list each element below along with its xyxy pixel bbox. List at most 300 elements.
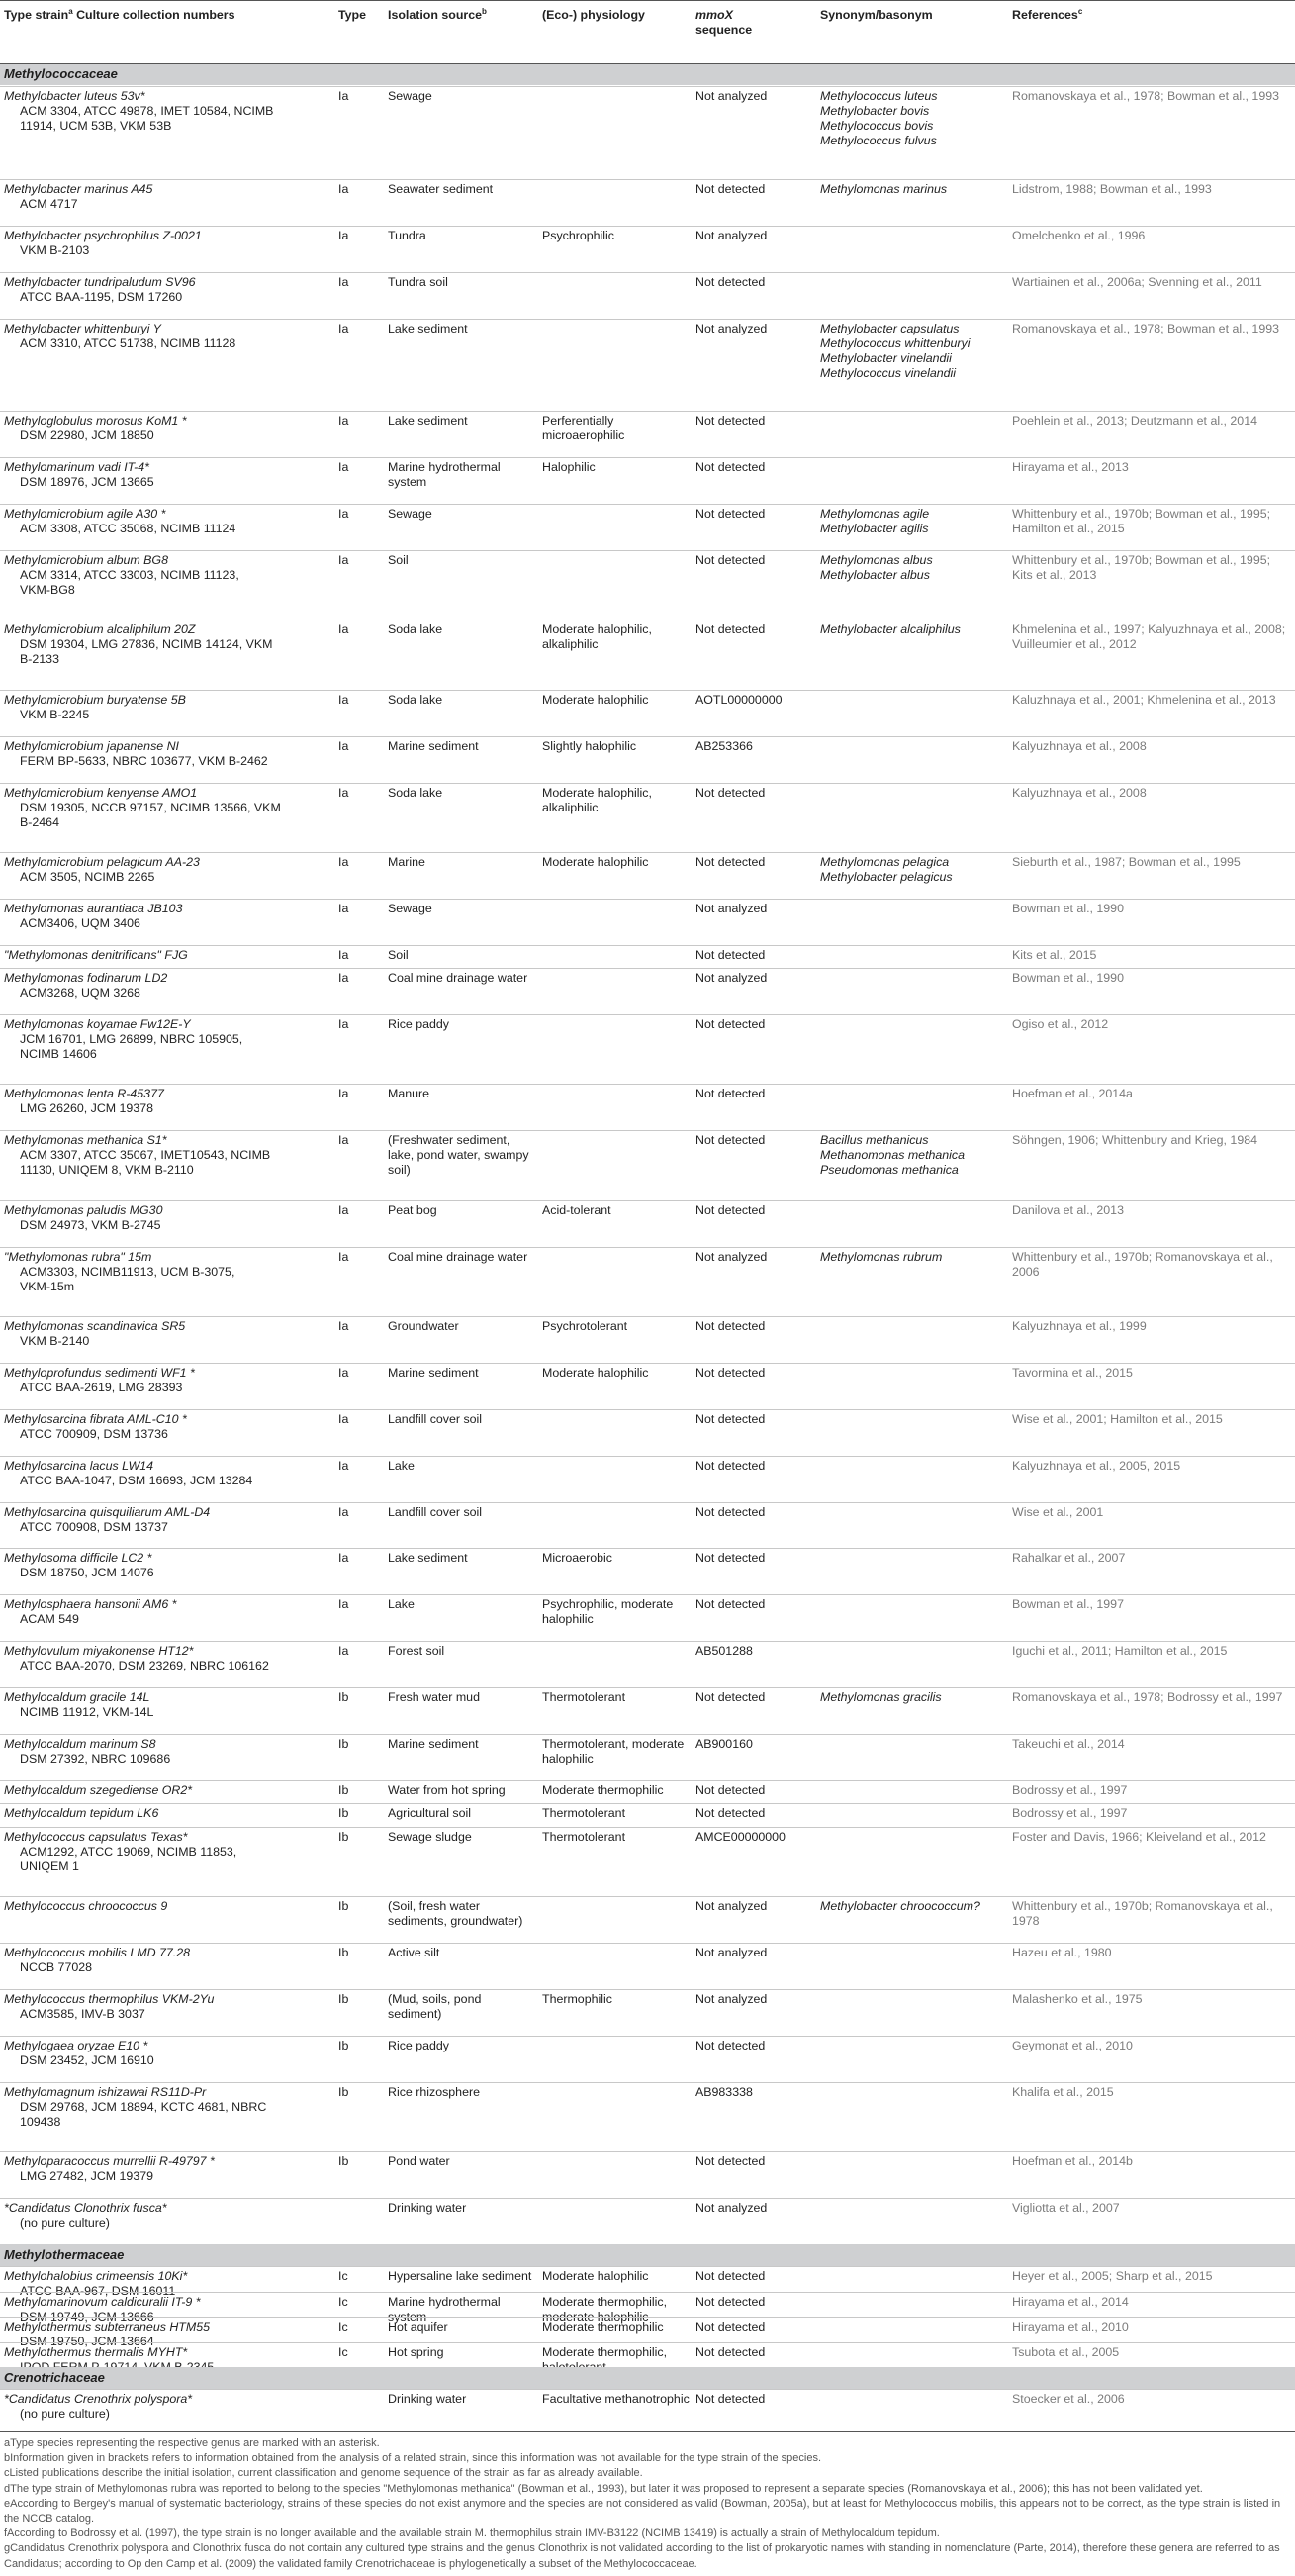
physiology-cell: Facultative methanotrophic — [542, 2392, 690, 2406]
strain-name: Methylosphaera hansonii AM6 * — [4, 1597, 177, 1611]
collection-numbers: ACM 3505, NCIMB 2265 — [20, 870, 155, 884]
strain-name: Methylococcus thermophilus VKM-2Yu — [4, 1992, 215, 2006]
strain-name: Methylomonas paludis MG30 — [4, 1203, 163, 1217]
type-cell: Ib — [338, 1783, 349, 1797]
isolation-cell: Marine sediment — [388, 1737, 479, 1751]
type-cell: Ic — [338, 2320, 348, 2334]
table-rule — [0, 0, 1295, 1]
physiology-cell: Moderate halophilic — [542, 1366, 649, 1380]
table-row — [0, 899, 1295, 945]
references-cell: Bowman et al., 1990 — [1012, 902, 1124, 915]
synonym: Methylococcus luteus — [820, 89, 938, 103]
type-cell: Ia — [338, 1597, 349, 1611]
strain-name: Methylothermus thermalis MYHT* — [4, 2345, 188, 2359]
isolation-cell: (Soil, fresh water sediments, groundwater) — [388, 1899, 523, 1928]
strain-cell — [4, 1250, 330, 1294]
mmox-cell: Not detected — [695, 2392, 766, 2406]
synonym: Methylomonas albus — [820, 553, 933, 567]
isolation-cell: Marine sediment — [388, 1366, 479, 1380]
mmox-cell: Not detected — [695, 1412, 766, 1426]
collection-numbers: VKM-BG8 — [20, 583, 75, 597]
strain-cell — [4, 1319, 330, 1349]
mmox-cell: Not detected — [695, 182, 766, 196]
mmox-cell: Not detected — [695, 1319, 766, 1333]
table-row — [0, 968, 1295, 1014]
header-references: References$^c$ — [1012, 6, 1083, 22]
isolation-cell: Forest soil — [388, 1644, 445, 1658]
isolation-cell: Groundwater — [388, 1319, 459, 1333]
mmox-cell: Not analyzed — [695, 1946, 768, 1959]
physiology-cell: Thermotolerant — [542, 1690, 626, 1704]
type-cell: Ia — [338, 1459, 349, 1473]
physiology-cell: Thermotolerant — [542, 1830, 626, 1844]
synonym-cell — [820, 322, 1008, 381]
collection-numbers: UNIQEM 1 — [20, 1860, 79, 1873]
isolation-cell: Pond water — [388, 2154, 450, 2168]
physiology-cell: Moderate halophilic — [542, 693, 649, 707]
physiology-cell: Perferentially microaerophilic — [542, 414, 625, 442]
table-row — [0, 1594, 1295, 1641]
references-cell: Whittenbury et al., 1970b; Bowman et al., 1995; Kits et al., 2013 — [1012, 553, 1271, 582]
collection-numbers: ACM3268, UQM 3268 — [20, 986, 140, 1000]
references-cell: Hoefman et al., 2014b — [1012, 2154, 1133, 2168]
references-cell: Wise et al., 2001; Hamilton et al., 2015 — [1012, 1412, 1223, 1426]
references-cell: Rahalkar et al., 2007 — [1012, 1551, 1126, 1565]
family-header — [0, 2244, 1295, 2266]
collection-numbers: NCIMB 14606 — [20, 1047, 97, 1061]
table-row — [0, 1780, 1295, 1803]
references-cell: Sieburth et al., 1987; Bowman et al., 1995 — [1012, 855, 1241, 869]
collection-numbers: ACM3406, UQM 3406 — [20, 916, 140, 930]
references-cell: Bodrossy et al., 1997 — [1012, 1806, 1128, 1820]
type-cell: Ia — [338, 507, 349, 521]
mmox-cell: Not detected — [695, 553, 766, 567]
type-cell: Ia — [338, 693, 349, 707]
table-row — [0, 1200, 1295, 1247]
collection-numbers: DSM 24973, VKM B-2745 — [20, 1218, 161, 1232]
synonym: Methylobacter agilis — [820, 522, 929, 535]
strain-name: Methylomicrobium pelagicum AA-23 — [4, 855, 200, 869]
mmox-cell: Not detected — [695, 1806, 766, 1820]
references-cell: Khmelenina et al., 1997; Kalyuzhnaya et al., 2008; Vuilleumier et al., 2012 — [1012, 622, 1286, 651]
isolation-cell: Marine hydrothermal system — [388, 460, 501, 489]
type-cell: Ia — [338, 1551, 349, 1565]
strain-cell — [4, 1459, 330, 1488]
synonym: Methylococcus fulvus — [820, 134, 937, 147]
type-cell: Ia — [338, 1250, 349, 1264]
strain-cell — [4, 1412, 330, 1442]
synonym: Methylobacter chroococcum? — [820, 1899, 980, 1913]
references-cell: Hirayama et al., 2013 — [1012, 460, 1129, 474]
synonym: Methylobacter vinelandii — [820, 351, 952, 365]
strain-name: Methylobacter tundripaludum SV96 — [4, 275, 196, 289]
table-row — [0, 411, 1295, 457]
table-rule — [0, 63, 1295, 64]
collection-numbers: B-2464 — [20, 815, 59, 829]
type-cell: Ib — [338, 2154, 349, 2168]
table-row — [0, 1943, 1295, 1989]
strain-cell — [4, 1203, 330, 1233]
references-cell: Kalyuzhnaya et al., 2008 — [1012, 786, 1147, 800]
synonym: Methylobacter bovis — [820, 104, 930, 118]
table-row — [0, 550, 1295, 620]
mmox-cell: Not detected — [695, 1597, 766, 1611]
physiology-cell: Psychrophilic — [542, 229, 614, 242]
synonym-cell — [820, 89, 1008, 148]
collection-numbers: ATCC BAA-2070, DSM 23269, NBRC 106162 — [20, 1659, 269, 1672]
strain-cell — [4, 622, 330, 667]
synonym-cell — [820, 507, 1008, 536]
table-row — [0, 1803, 1295, 1826]
isolation-cell: Lake — [388, 1597, 415, 1611]
strain-cell — [4, 2085, 330, 2130]
physiology-cell: Halophilic — [542, 460, 596, 474]
mmox-cell: Not detected — [695, 1505, 766, 1519]
isolation-cell: Landfill cover soil — [388, 1412, 483, 1426]
type-cell: Ib — [338, 1946, 349, 1959]
strain-cell — [4, 1551, 330, 1580]
synonym: Methylomonas marinus — [820, 182, 948, 196]
type-cell: Ia — [338, 182, 349, 196]
collection-numbers: VKM-15m — [20, 1280, 75, 1293]
strain-name: Methylocaldum marinum S8 — [4, 1737, 156, 1751]
mmox-cell: Not detected — [695, 2269, 766, 2283]
isolation-cell: Fresh water mud — [388, 1690, 480, 1704]
physiology-cell: Thermotolerant, moderate halophilic — [542, 1737, 685, 1765]
strain-name: Methylosoma difficile LC2 * — [4, 1551, 152, 1565]
references-cell: Kaluzhnaya et al., 2001; Khmelenina et al., 2013 — [1012, 693, 1276, 707]
isolation-cell: Hot spring — [388, 2345, 444, 2359]
mmox-cell: Not detected — [695, 1366, 766, 1380]
references-cell: Whittenbury et al., 1970b; Romanovskaya et al., 1978 — [1012, 1899, 1273, 1928]
isolation-cell: Tundra soil — [388, 275, 448, 289]
strain-cell — [4, 855, 330, 885]
mmox-cell: Not detected — [695, 1017, 766, 1031]
table-row — [0, 2036, 1295, 2082]
strain-name: Methylocaldum gracile 14L — [4, 1690, 150, 1704]
collection-numbers: NCIMB 11912, VKM-14L — [20, 1705, 154, 1719]
header-mmox: mmoX sequence — [695, 8, 753, 37]
references-cell: Bowman et al., 1997 — [1012, 1597, 1124, 1611]
references-cell: Kalyuzhnaya et al., 1999 — [1012, 1319, 1147, 1333]
collection-numbers: ACM1292, ATCC 19069, NCIMB 11853, — [20, 1845, 237, 1859]
footnotes — [4, 2436, 1290, 2572]
header-isolation: Isolation source$^b$ — [388, 6, 487, 22]
collection-numbers: DSM 27392, NBRC 109686 — [20, 1752, 171, 1765]
table-row — [0, 1896, 1295, 1943]
isolation-cell: Marine sediment — [388, 739, 479, 753]
synonym-cell — [820, 1133, 1008, 1178]
collection-numbers: DSM 23452, JCM 16910 — [20, 2053, 154, 2067]
references-cell: Heyer et al., 2005; Sharp et al., 2015 — [1012, 2269, 1213, 2283]
strain-name: Methylomonas aurantiaca JB103 — [4, 902, 183, 915]
type-cell: Ic — [338, 2295, 348, 2309]
table-row — [0, 1130, 1295, 1199]
table-row — [0, 620, 1295, 689]
collection-numbers: ACM 3304, ATCC 49878, IMET 10584, NCIMB — [20, 104, 274, 118]
table-row — [0, 1247, 1295, 1316]
strain-cell — [4, 553, 330, 598]
table-row — [0, 1502, 1295, 1549]
mmox-cell: Not detected — [695, 622, 766, 636]
references-cell: Wise et al., 2001 — [1012, 1505, 1104, 1519]
collection-numbers: 11914, UCM 53B, VKM 53B — [20, 119, 172, 133]
collection-numbers: DSM 22980, JCM 18850 — [20, 429, 154, 442]
table-row — [0, 2266, 1295, 2298]
table-row — [0, 226, 1295, 272]
mmox-cell: AB983338 — [695, 2085, 753, 2099]
strain-cell — [4, 460, 330, 490]
physiology-cell: Microaerobic — [542, 1551, 612, 1565]
mmox-cell: AB501288 — [695, 1644, 753, 1658]
collection-numbers: NCCB 77028 — [20, 1960, 93, 1974]
table-row — [0, 1363, 1295, 1409]
isolation-cell: Rice rhizosphere — [388, 2085, 480, 2099]
physiology-cell: Moderate thermophilic — [542, 1783, 664, 1797]
physiology-cell: Moderate halophilic, alkaliphilic — [542, 622, 652, 651]
mmox-cell: Not analyzed — [695, 322, 768, 335]
footnote: dThe type strain of Methylomonas rubra was reported to belong to the species "Methylomonas methanica" (Bowman et al., 1993), but later it was proposed to represent a separate species (Romanovskaya et al., 2006); this has not been validated yet. — [4, 2482, 1203, 2495]
isolation-cell: Sewage sludge — [388, 1830, 472, 1844]
type-cell: Ia — [338, 460, 349, 474]
synonym-cell — [820, 1899, 1008, 1914]
mmox-cell: Not detected — [695, 275, 766, 289]
mmox-cell: Not detected — [695, 2345, 766, 2359]
strain-cell — [4, 1597, 330, 1627]
references-cell: Romanovskaya et al., 1978; Bowman et al., 1993 — [1012, 322, 1279, 335]
strain-name: Methylomonas lenta R-45377 — [4, 1087, 164, 1100]
table-row — [0, 1989, 1295, 2036]
type-cell: Ia — [338, 553, 349, 567]
physiology-cell: Moderate thermophilic, moderate halophilic — [542, 2295, 668, 2324]
collection-numbers: (no pure culture) — [20, 2216, 110, 2230]
type-cell: Ia — [338, 739, 349, 753]
synonym: Bacillus methanicus — [820, 1133, 929, 1147]
synonym-cell — [820, 1250, 1008, 1265]
isolation-cell: Lake sediment — [388, 414, 468, 428]
collection-numbers: DSM 19304, LMG 27836, NCIMB 14124, VKM — [20, 637, 273, 651]
family-header — [0, 63, 1295, 85]
collection-numbers: ATCC BAA-1195, DSM 17260 — [20, 290, 183, 304]
collection-numbers: VKM B-2140 — [20, 1334, 90, 1348]
type-cell: Ib — [338, 1899, 349, 1913]
isolation-cell: Lake sediment — [388, 322, 468, 335]
isolation-cell: Seawater sediment — [388, 182, 494, 196]
table-row — [0, 2342, 1295, 2368]
strain-name: Methylococcus chroococcus 9 — [4, 1899, 168, 1913]
footnote: bInformation given in brackets refers to information obtained from the analysis of a related strain, since this information was not available for the type strain of the species. — [4, 2452, 822, 2465]
mmox-cell: Not analyzed — [695, 1899, 768, 1913]
table-row — [0, 1827, 1295, 1896]
strain-cell — [4, 1017, 330, 1062]
strain-cell — [4, 507, 330, 536]
references-cell: Hoefman et al., 2014a — [1012, 1087, 1133, 1100]
synonym: Methylomonas agile — [820, 507, 930, 521]
isolation-cell: Sewage — [388, 89, 432, 103]
strain-name: Methylococcus capsulatus Texas* — [4, 1830, 188, 1844]
table-row — [0, 1014, 1295, 1084]
references-cell: Khalifa et al., 2015 — [1012, 2085, 1114, 2099]
references-cell: Bodrossy et al., 1997 — [1012, 1783, 1128, 1797]
strain-cell — [4, 693, 330, 722]
strain-name: Methylomarinovum caldicuralii IT-9 * — [4, 2295, 201, 2309]
mmox-cell: Not detected — [695, 507, 766, 521]
strain-name: Methyloprofundus sedimenti WF1 * — [4, 1366, 195, 1380]
strain-cell — [4, 1899, 330, 1914]
references-cell: Kits et al., 2015 — [1012, 948, 1097, 962]
isolation-cell: Sewage — [388, 902, 432, 915]
isolation-cell: Rice paddy — [388, 1017, 449, 1031]
collection-numbers: ACM 3314, ATCC 33003, NCIMB 11123, — [20, 568, 239, 582]
physiology-cell: Psychrophilic, moderate halophilic — [542, 1597, 674, 1626]
strain-name: Methylomonas koyamae Fw12E-Y — [4, 1017, 191, 1031]
strain-name: Methylomonas methanica S1* — [4, 1133, 167, 1147]
references-cell: Whittenbury et al., 1970b; Bowman et al., 1995; Hamilton et al., 2015 — [1012, 507, 1271, 535]
table-row — [0, 179, 1295, 226]
strain-name: Methylobacter whittenburyi Y — [4, 322, 161, 335]
mmox-cell: Not detected — [695, 2295, 766, 2309]
references-cell: Kalyuzhnaya et al., 2005, 2015 — [1012, 1459, 1181, 1473]
collection-numbers: DSM 19305, NCCB 97157, NCIMB 13566, VKM — [20, 801, 281, 814]
isolation-cell: Coal mine drainage water — [388, 1250, 528, 1264]
isolation-cell: Drinking water — [388, 2201, 467, 2215]
collection-numbers: ACM 4717 — [20, 197, 78, 211]
strain-cell — [4, 1133, 330, 1178]
collection-numbers: VKM B-2103 — [20, 243, 90, 257]
strain-name: Methylomicrobium album BG8 — [4, 553, 168, 567]
strain-name: Methylomonas fodinarum LD2 — [4, 971, 168, 985]
physiology-cell: Psychrotolerant — [542, 1319, 628, 1333]
isolation-cell: Landfill cover soil — [388, 1505, 483, 1519]
strain-cell — [4, 414, 330, 443]
collection-numbers: ACM 3307, ATCC 35067, IMET10543, NCIMB — [20, 1148, 271, 1162]
mmox-cell: Not detected — [695, 948, 766, 962]
strain-cell — [4, 1087, 330, 1116]
type-cell: Ia — [338, 414, 349, 428]
strain-name: Methylomagnum ishizawai RS11D-Pr — [4, 2085, 207, 2099]
strain-cell — [4, 971, 330, 1001]
references-cell: Kalyuzhnaya et al., 2008 — [1012, 739, 1147, 753]
mmox-cell: AB900160 — [695, 1737, 753, 1751]
collection-numbers: DSM 18750, JCM 14076 — [20, 1566, 154, 1579]
references-cell: Malashenko et al., 1975 — [1012, 1992, 1143, 2006]
type-cell: Ib — [338, 1737, 349, 1751]
footnote: gCandidatus Crenothrix polyspora and Clonothrix fusca do not contain any cultured type strains and the genus Clonothrix is not validated according to the list of prokaryotic names with standing in nomenclature (Parte, 2014), therefore these genera are referred to as Candidatus; according to Op den Camp et al. (2009) the validated family Crenotrichaceae is phylogenetically a subset of the Methylococcaceae. — [4, 2542, 1280, 2570]
isolation-cell: Hot aquifer — [388, 2320, 448, 2334]
strain-name: Methyloglobulus morosus KoM1 * — [4, 414, 187, 428]
isolation-cell: Peat bog — [388, 1203, 437, 1217]
synonym-cell — [820, 855, 1008, 885]
synonym-cell — [820, 182, 1008, 197]
table-row — [0, 319, 1295, 412]
strain-name: *Candidatus Clonothrix fusca* — [4, 2201, 167, 2215]
table-row — [0, 1456, 1295, 1502]
synonym: Methylobacter albus — [820, 568, 930, 582]
strain-name: Methylosarcina quisquiliarum AML-D4 — [4, 1505, 211, 1519]
mmox-cell: Not detected — [695, 1551, 766, 1565]
strain-name: Methylomicrobium kenyense AMO1 — [4, 786, 198, 800]
mmox-cell: Not analyzed — [695, 89, 768, 103]
table-row — [0, 852, 1295, 899]
physiology-cell: Moderate halophilic — [542, 855, 649, 869]
type-cell: Ia — [338, 1644, 349, 1658]
strain-name: Methylomicrobium agile A30 * — [4, 507, 166, 521]
mmox-cell: Not detected — [695, 460, 766, 474]
table-row — [0, 1409, 1295, 1456]
table-row — [0, 2292, 1295, 2324]
isolation-cell: Marine hydrothermal system — [388, 2295, 501, 2324]
strain-name: Methylomicrobium alcaliphilum 20Z — [4, 622, 196, 636]
type-cell: Ia — [338, 1087, 349, 1100]
strain-cell — [4, 1946, 330, 1975]
isolation-cell: Water from hot spring — [388, 1783, 506, 1797]
table-row — [0, 1084, 1295, 1130]
references-cell: Poehlein et al., 2013; Deutzmann et al., 2014 — [1012, 414, 1257, 428]
table-row — [0, 1316, 1295, 1363]
isolation-cell: Marine — [388, 855, 425, 869]
mmox-cell: Not detected — [695, 786, 766, 800]
mmox-cell: Not detected — [695, 1203, 766, 1217]
references-cell: Stoecker et al., 2006 — [1012, 2392, 1125, 2406]
synonym: Methylomonas pelagica — [820, 855, 950, 869]
isolation-cell: Soda lake — [388, 786, 443, 800]
type-cell: Ia — [338, 1412, 349, 1426]
references-cell: Wartiainen et al., 2006a; Svenning et al., 2011 — [1012, 275, 1262, 289]
physiology-cell: Moderate thermophilic, — [542, 2345, 668, 2359]
mmox-cell: Not detected — [695, 414, 766, 428]
type-cell: Ib — [338, 1806, 349, 1820]
footnote: aType species representing the respective genus are marked with an asterisk. — [4, 2437, 380, 2449]
type-cell: Ic — [338, 2269, 348, 2283]
table-row — [0, 1687, 1295, 1734]
type-cell: Ia — [338, 902, 349, 915]
strain-name: Methylohalobius crimeensis 10Ki* — [4, 2269, 188, 2283]
strain-name: Methylothermus subterraneus HTM55 — [4, 2320, 210, 2334]
footnote: fAccording to Bodrossy et al. (1997), the type strain is no longer available and the available strain M. thermophilus strain IMV-B3122 (NCIMB 13419) is actually a strain of Methylocaldum tepidum. — [4, 2528, 940, 2540]
type-cell: Ia — [338, 1366, 349, 1380]
mmox-cell: Not detected — [695, 1133, 766, 1147]
collection-numbers: ACM 3308, ATCC 35068, NCIMB 11124 — [20, 522, 236, 535]
references-cell: Tavormina et al., 2015 — [1012, 1366, 1133, 1380]
table-row — [0, 690, 1295, 736]
strain-cell — [4, 2154, 330, 2184]
collection-numbers: 109438 — [20, 2115, 61, 2129]
mmox-cell: Not analyzed — [695, 902, 768, 915]
strain-name: Methylosarcina lacus LW14 — [4, 1459, 154, 1473]
family-header — [0, 2367, 1295, 2389]
table-row — [0, 2151, 1295, 2198]
type-cell: Ia — [338, 322, 349, 335]
collection-numbers: ACAM 549 — [20, 1612, 79, 1626]
family-name: Methylococcaceae — [4, 66, 118, 81]
collection-numbers: ATCC BAA-2619, LMG 28393 — [20, 1381, 183, 1394]
isolation-cell: Soil — [388, 948, 409, 962]
strain-cell — [4, 1505, 330, 1535]
collection-numbers: ACM3303, NCIMB11913, UCM B-3075, — [20, 1265, 235, 1279]
strain-name: Methylomicrobium japanense NI — [4, 739, 179, 753]
type-cell: Ia — [338, 948, 349, 962]
references-cell: Ogiso et al., 2012 — [1012, 1017, 1109, 1031]
type-cell: Ia — [338, 1133, 349, 1147]
collection-numbers: LMG 26260, JCM 19378 — [20, 1101, 153, 1115]
collection-numbers: DSM 19750, JCM 13664 — [20, 2335, 154, 2348]
mmox-cell: Not analyzed — [695, 1250, 768, 1264]
mmox-cell: AMCE00000000 — [695, 1830, 786, 1844]
type-cell: Ia — [338, 1505, 349, 1519]
collection-numbers: ACM 3310, ATCC 51738, NCIMB 11128 — [20, 336, 236, 350]
type-cell: Ib — [338, 2085, 349, 2099]
strain-cell — [4, 1644, 330, 1673]
